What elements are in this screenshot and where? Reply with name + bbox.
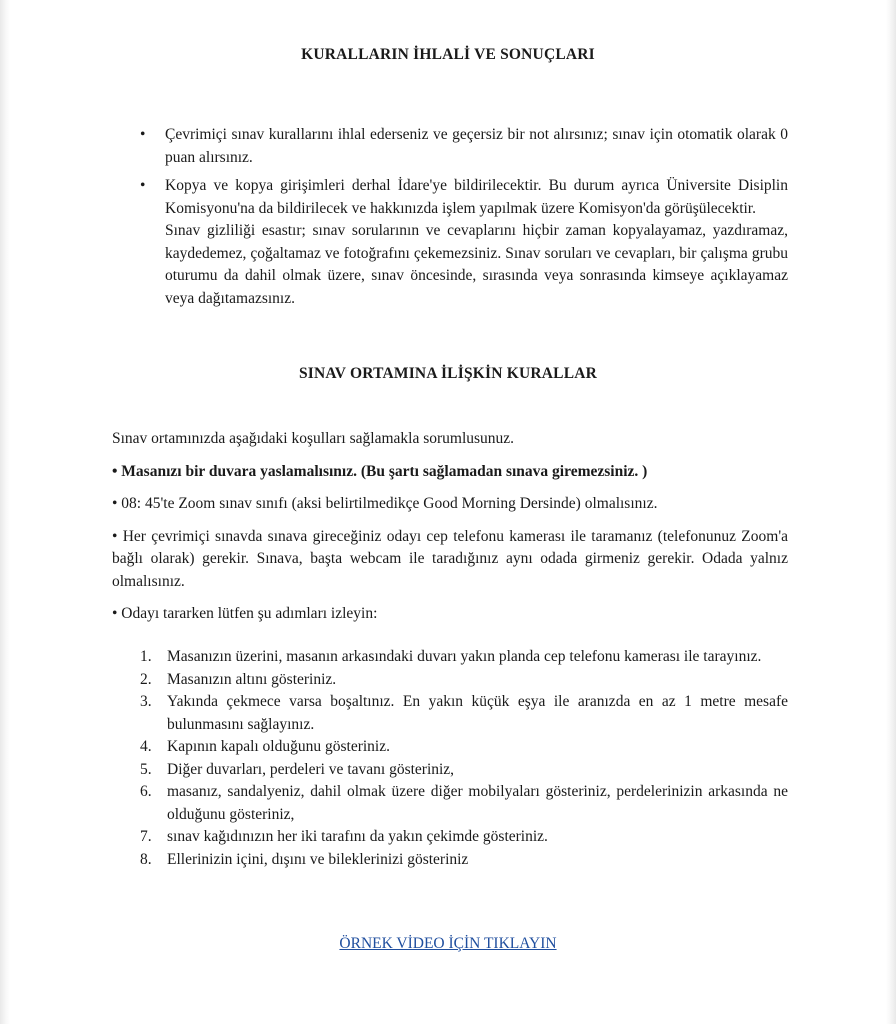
violation-list [140,124,788,310]
violation-text: Çevrimiçi sınav kurallarını ihlal ederseniz ve geçersiz bir not alırsınız; sınav için otomatik olarak 0 puan alırsınız. [165,126,788,166]
step-number: 2. [140,670,152,688]
step-number: 1. [140,648,152,665]
list-item [140,646,788,669]
step-text: Diğer duvarları, perdeleri ve tavanı gösteriniz, [167,760,455,778]
list-item [140,759,788,782]
violation-text: Kopya ve kopya girişimleri derhal İdare'ye bildirilecektir. Bu durum ayrıca Üniversite Disiplin Komisyonu'na da bildirilecek ve hakkınızda işlem yapılmak üzere Komisyon'da görüşülecektir. [165,177,788,217]
scan-steps-list [140,646,788,871]
step-text: masanız, sandalyeniz, dahil olmak üzere diğer mobilyaları gösteriniz, perdelerinizin arkasında ne olduğunu gösteriniz, [167,783,788,823]
list-item [140,849,788,872]
sample-video-link[interactable]: ÖRNEK VİDEO İÇİN TIKLAYIN [339,935,557,952]
step-text: sınav kağıdınızın her iki tarafını da yakın çekimde gösteriniz. [167,828,548,845]
step-text: Yakında çekmece varsa boşaltınız. En yakın küçük eşya ile aranızda en az 1 metre mesafe bulunmasını sağlayınız. [167,693,788,733]
step-number: 8. [140,850,152,868]
step-number: 5. [140,760,152,778]
bullet-marker: • [140,126,146,143]
step-text: Masanızın üzerini, masanın arkasındaki duvarı yakın planda cep telefonu kamerası ile tarayınız. [167,648,762,665]
step-text: Ellerinizin içini, dışını ve bileklerinizi gösteriniz [167,850,469,868]
list-item [140,691,788,736]
exam-environment-rules [112,428,788,626]
list-item [140,826,788,849]
rule-wall: • Masanızı bir duvara yaslamalısınız. (Bu şartı sağlamadan sınava giremezsiniz. ) [112,462,648,480]
step-number: 6. [140,783,152,800]
list-item [140,669,788,692]
step-number: 3. [140,693,152,710]
list-item [140,781,788,826]
step-text: Kapının kapalı olduğunu gösteriniz. [167,738,390,755]
section-title-exam-environment: SINAV ORTAMINA İLİŞKİN KURALLAR [298,365,598,382]
step-text: Masanızın altını gösteriniz. [167,670,337,688]
step-number: 4. [140,738,152,755]
list-item [140,175,788,310]
list-item [140,124,788,169]
confidentiality-text: Sınav gizliliği esastır; sınav sorularının ve cevaplarını hiçbir zaman kopyalayamaz, yazdıramaz, kaydedemez, çoğaltamaz ve fotoğrafını çekemezsiniz. Sınav soruları ve cevapları, bir çalışma grubu oturumu da dahil olmak üzere, sınav öncesinde, sırasında veya sonrasında kimseye açıklayamaz veya dağıtamazsınız. [165,222,788,307]
list-item [140,736,788,759]
rule-zoom: • 08: 45'te Zoom sınav sınıfı (aksi belirtilmedikçe Good Morning Dersinde) olmalısınız. [112,495,658,512]
rule-room-scan: • Her çevrimiçi sınavda sınava gireceğiniz odayı cep telefonu kamerası ile taramanız (telefonunuz Zoom'a bağlı olarak) gerekir. Sınava, başta webcam ile taradığınız aynı odada girmeniz gerekir. Odada yalnız olmalısınız. [112,527,788,590]
section-title-violations: KURALLARIN İHLALİ VE SONUÇLARI [301,46,595,63]
bullet-marker: • [140,177,146,194]
intro-text: Sınav ortamınızda aşağıdaki koşulları sağlamakla sorumlusunuz. [112,430,515,447]
step-number: 7. [140,828,152,845]
steps-intro: • Odayı tararken lütfen şu adımları izleyin: [112,605,378,622]
